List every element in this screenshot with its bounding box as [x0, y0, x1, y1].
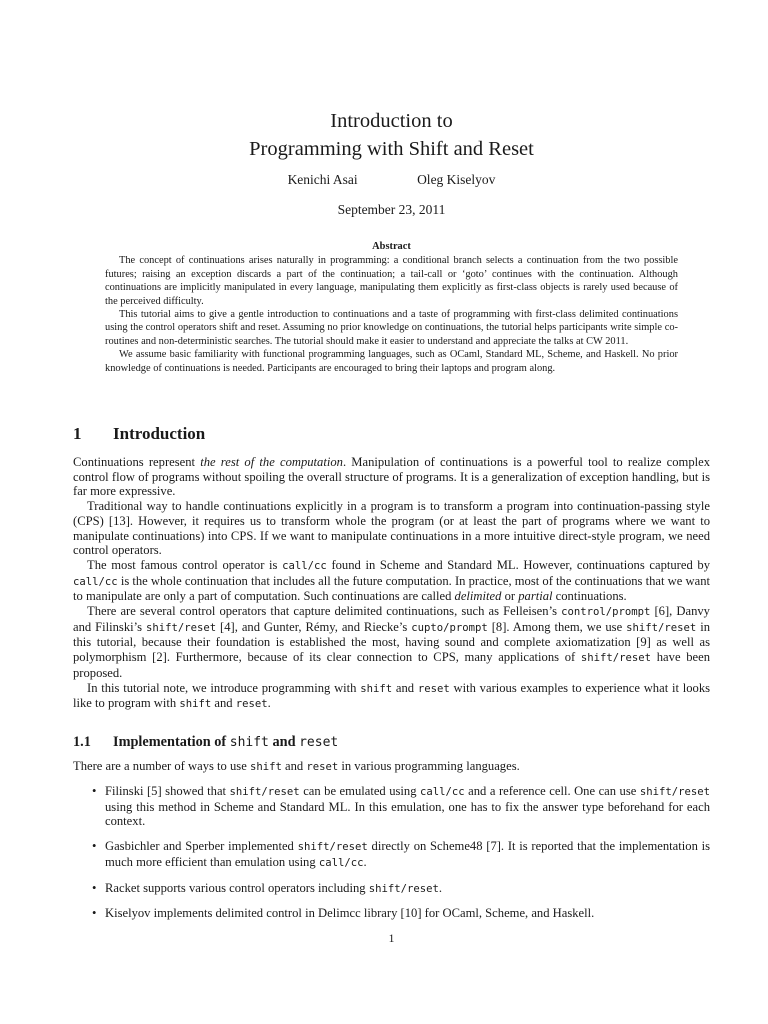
- body-paragraph: In this tutorial note, we introduce programming with shift and reset with various examples to experience what it looks like to program with shift and reset.: [73, 680, 711, 711]
- abstract-heading: Abstract: [372, 241, 411, 252]
- abstract-paragraph: This tutorial aims to give a gentle introduction to continuations and a taste of programming with first-class delimited continuations using the control operators shift and reset. Assuming no prior knowledge on continuations, the tutorial helps participants write simple co-routines and non-deterministic searches. The tutorial should make it easier to understand and appreciate the talks at CW 2011.: [105, 309, 678, 347]
- abstract: [105, 240, 678, 375]
- page-number: 1: [388, 931, 395, 945]
- subsection-title: Implementation of shift and reset: [113, 734, 339, 750]
- body-paragraph: The most famous control operator is call/cc found in Scheme and Standard ML. However, continuations captured by call/cc is the whole continuation that includes all the future computation. In practice, most of the continuations that we want to manipulate are only a part of computation. Such continuations are called delimited or partial continuations.: [73, 557, 710, 604]
- abstract-paragraph: The concept of continuations arises naturally in programming: a conditional branch selects a continuation from the two possible futures; raising an exception discards a part of the continuation; a tail-call or ‘goto’ continues with the continuation. Although continuations are implicitly manipulated in every language, manipulating them explicitly as first-class objects is rarely used because of the perceived difficulty.: [105, 255, 678, 307]
- section-body: [73, 455, 710, 712]
- section-title: Introduction: [113, 424, 206, 443]
- body-paragraph: There are several control operators that capture delimited continuations, such as Felleisen’s control/prompt [6], Danvy and Filinski’s shift/reset [4], and Gunter, Rémy, and Riecke’s cupto/prompt [8]. Among them, we use shift/reset in this tutorial, because their foundation is established the most, having sound and complete axiomatization [9] as well as polymorphism [2]. Furthermore, because of its clear connection to CPS, many applications of shift/reset have been proposed.: [73, 604, 710, 680]
- implementation-list: [73, 784, 710, 931]
- bullet-icon: •: [92, 906, 97, 921]
- body-paragraph: There are a number of ways to use shift and reset in various programming languages.: [73, 759, 520, 773]
- list-item: • Racket supports various control operators including shift/reset.: [92, 880, 443, 895]
- list-item: • Filinski [5] showed that shift/reset can be emulated using call/cc and a reference cell. One can use shift/reset using this method in Scheme and Standard ML. In this emulation, one has to fix the answer type beforehand for each context.: [92, 784, 710, 829]
- body-paragraph: Traditional way to handle continuations explicitly in a program is to transform a program into continuation-passing style (CPS) [13]. However, it requires us to transform whole the program (or at least the part of programs where we want to manipulate continuations) into CPS. If we want to manipulate continuations in a more intuitive direct-style program, we need control operators.: [73, 499, 710, 558]
- title-line-2: Programming with Shift and Reset: [249, 138, 534, 160]
- bullet-icon: •: [92, 880, 97, 895]
- bullet-icon: •: [92, 839, 97, 854]
- author-name: Oleg Kiselyov: [417, 172, 496, 187]
- subsection-number: 1.1: [73, 734, 91, 750]
- paper-title: [73, 107, 710, 163]
- author-name: Kenichi Asai: [287, 172, 358, 187]
- title-line-1: Introduction to: [330, 110, 453, 132]
- list-item: • Kiselyov implements delimited control in Delimcc library [10] for OCaml, Scheme, and Haskell.: [92, 906, 595, 921]
- subsection-intro: [73, 759, 710, 775]
- section-number: 1: [73, 424, 82, 443]
- section-heading: [73, 424, 205, 444]
- bullet-icon: •: [92, 784, 97, 798]
- paper-date: September 23, 2011: [337, 202, 446, 217]
- abstract-paragraph: We assume basic familiarity with functional programming languages, such as OCaml, Standard ML, Scheme, and Haskell. No prior knowledge of continuations is needed. Participants are encouraged to bring their laptops and program along.: [105, 349, 678, 374]
- subsection-heading: [73, 734, 338, 751]
- body-paragraph: Continuations represent the rest of the computation. Manipulation of continuations is a powerful tool to realize complex control flow of programs without spoiling the overall structure of programs. It is a generalization of exception handling, but is far more expressive.: [73, 455, 711, 499]
- author-list: [73, 172, 710, 188]
- list-item: • Gasbichler and Sperber implemented shift/reset directly on Scheme48 [7]. It is reported that the implementation is much more efficient than emulation using call/cc.: [92, 839, 711, 869]
